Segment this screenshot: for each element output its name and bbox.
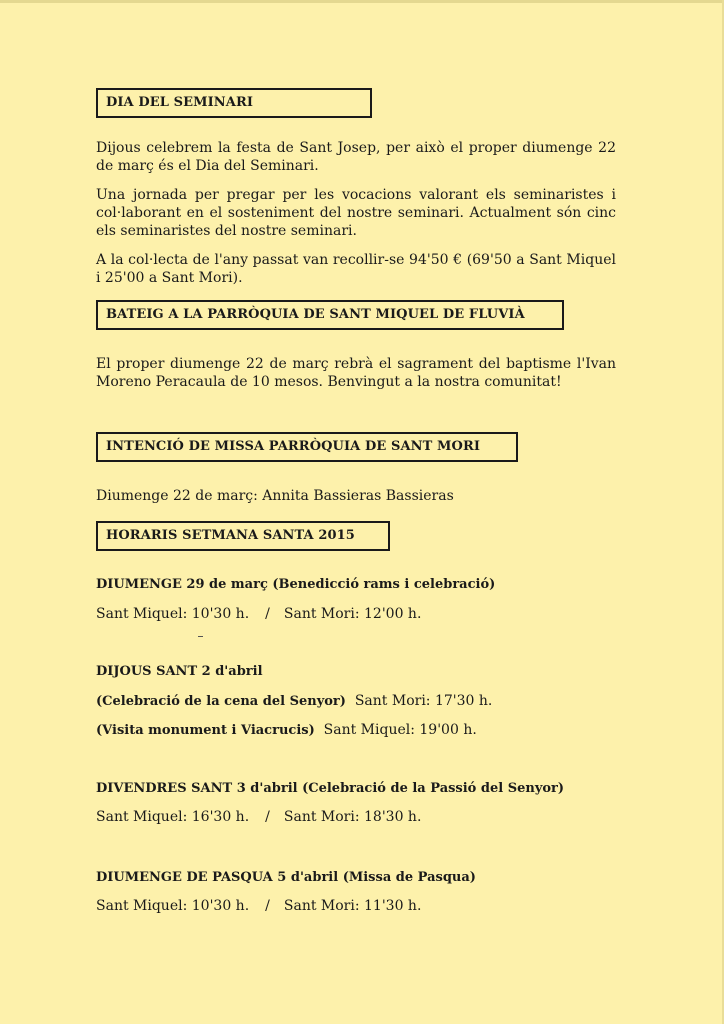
intencio-paragraph: Diumenge 22 de març: Annita Bassieras Bassieras [96, 488, 454, 504]
schedule-right: Sant Mori: 12'00 h. [283, 606, 422, 622]
seminari-paragraph-1: Dijous celebrem la festa de Sant Josep, per això el proper diumenge 22 de març és el Dia del Seminari. [96, 140, 616, 174]
heading-bateig: BATEIG A LA PARRÒQUIA DE SANT MIQUEL DE FLUVIÀ [96, 300, 564, 330]
day-title-diumenge-pasqua: DIUMENGE DE PASQUA 5 d'abril (Missa de Pasqua) [96, 870, 476, 885]
schedule-diumenge-rams [96, 605, 421, 623]
schedule-right: Sant Mori: 18'30 h. [283, 809, 422, 825]
heading-horaris-setmana-santa: HORARIS SETMANA SANTA 2015 [96, 521, 390, 551]
day-title-divendres-sant: DIVENDRES SANT 3 d'abril (Celebració de la Passió del Senyor) [96, 781, 565, 796]
schedule-left: Sant Miquel: 10'30 h. [96, 606, 250, 622]
schedule-separator: / [265, 809, 270, 825]
bateig-paragraph: El proper diumenge 22 de març rebrà el sagrament del baptisme l'Ivan Moreno Peracaula de 10 mesos. Benvingut a la nostra comunitat! [96, 356, 616, 390]
heading-intencio-missa: INTENCIÓ DE MISSA PARRÒQUIA DE SANT MORI [96, 432, 518, 462]
day-title-diumenge-rams: DIUMENGE 29 de març (Benedicció rams i celebració) [96, 577, 496, 592]
schedule-right: Sant Mori: 11'30 h. [283, 898, 422, 914]
schedule-diumenge-pasqua [96, 897, 421, 915]
schedule-dijous-cena [96, 692, 492, 711]
schedule-time: Sant Miquel: 19'00 h. [323, 722, 477, 738]
schedule-dijous-viacrucis [96, 721, 477, 740]
page-top-edge [0, 0, 724, 3]
schedule-left: Sant Miquel: 10'30 h. [96, 898, 250, 914]
schedule-separator: / [265, 606, 270, 622]
print-speck [198, 636, 203, 637]
schedule-label: (Visita monument i Viacrucis) [96, 723, 315, 738]
schedule-label: (Celebració de la cena del Senyor) [96, 694, 346, 709]
schedule-separator: / [265, 898, 270, 914]
day-title-dijous-sant: DIJOUS SANT 2 d'abril [96, 664, 263, 679]
seminari-paragraph-3: A la col·lecta de l'any passat van recollir-se 94'50 € (69'50 a Sant Miquel i 25'00 a Sant Mori). [96, 252, 616, 286]
schedule-left: Sant Miquel: 16'30 h. [96, 809, 250, 825]
schedule-divendres [96, 808, 421, 826]
heading-dia-del-seminari: DIA DEL SEMINARI [96, 88, 372, 118]
seminari-paragraph-2: Una jornada per pregar per les vocacions valorant els seminaristes i col·laborant en el sosteniment del nostre seminari. Actualment són cinc els seminaristes del nostre seminari. [96, 187, 616, 239]
schedule-time: Sant Mori: 17'30 h. [354, 693, 493, 709]
